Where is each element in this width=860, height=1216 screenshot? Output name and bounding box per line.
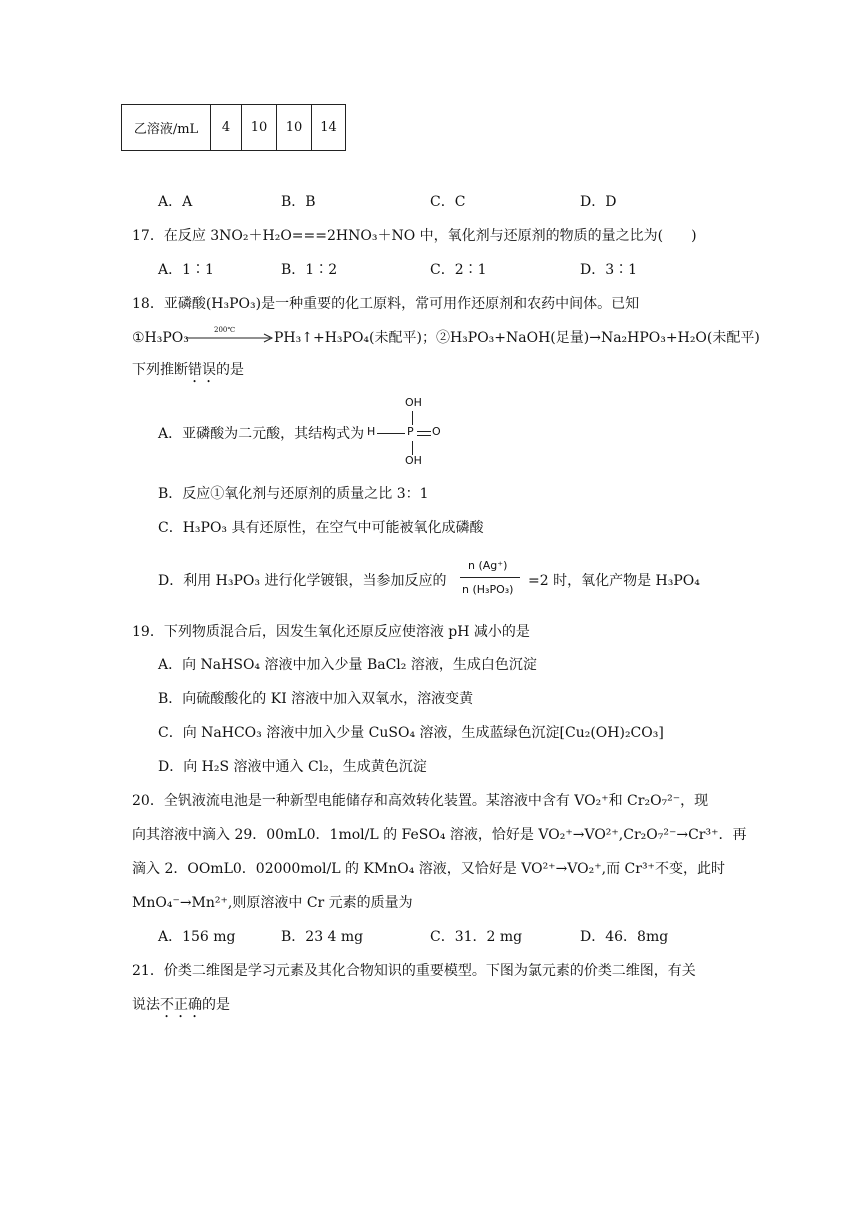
structural-formula [367,394,447,470]
q17-stem: 17．在反应 3NO₂＋H₂O===2HNO₃＋NO 中，氧化剂与还原剂的物质的量之比为( ) [132,228,697,244]
q18-option-b: B．反应①氧化剂与还原剂的质量之比 3：1 [158,486,429,502]
struct-double-bond-2 [417,435,431,436]
struct-double-bond-1 [417,431,431,432]
q18-line3 [132,360,244,386]
q20-line-2: 向其溶液中滴入 29．00mL0．1mol/L 的 FeSO₄ 溶液，恰好是 VO₂⁺→VO²⁺,Cr₂O₇²⁻→Cr³⁺．再 [132,827,747,843]
q16-option-b: B．B [281,194,316,210]
q20-option-a: A．156 mg [158,929,236,945]
q17-option-c: C．2∶1 [430,262,487,278]
reaction-condition: 200℃ [214,326,236,334]
q18-option-d-post: =2 时，氧化产物是 H₃PO₄ [528,573,700,589]
q19-option-d: D．向 H₂S 溶液中通入 Cl₂，生成黄色沉淀 [158,759,427,775]
data-table [121,104,346,151]
q18-emphasis-word: 错误 [188,362,216,378]
q21-line-1: 21．价类二维图是学习元素及其化合物知识的重要模型。下图为氯元素的价类二维图，有关 [132,963,696,979]
q20-line-4: MnO₄⁻→Mn²⁺,则原溶液中 Cr 元素的质量为 [132,895,413,911]
table-cell: 10 [277,105,312,151]
reaction-arrow-icon [186,333,274,343]
table-row [122,105,346,151]
q19-stem: 19．下列物质混合后，因发生氧化还原反应使溶液 pH 减小的是 [132,624,530,640]
q19-option-c: C．向 NaHCO₃ 溶液中加入少量 CuSO₄ 溶液，生成蓝绿色沉淀[Cu₂(OH)₂CO₃] [158,725,664,741]
q19-option-b: B．向硫酸酸化的 KI 溶液中加入双氧水，溶液变黄 [158,691,474,707]
table-cell: 10 [242,105,277,151]
struct-bond-bottom [412,441,413,455]
q20-line-1: 20．全钒液流电池是一种新型电能储存和高效转化装置。某溶液中含有 VO₂⁺和 Cr₂O₇²⁻，现 [132,793,709,809]
q19-option-a: A．向 NaHSO₄ 溶液中加入少量 BaCl₂ 溶液，生成白色沉淀 [158,657,537,673]
q21-line2-post: 的是 [202,997,230,1013]
fraction-bar [460,577,520,578]
q18-line3-pre: 下列推断 [132,362,188,378]
struct-h: H [367,425,376,438]
q18-option-a: A．亚磷酸为二元酸，其结构式为 [158,426,365,442]
q20-option-b: B．23 4 mg [281,929,364,945]
q21-line2-pre: 说法 [132,997,160,1013]
fraction-denominator: n (H₃PO₃) [462,583,514,596]
q18-option-d-pre: D．利用 H₃PO₃ 进行化学镀银，当参加反应的 [158,573,447,589]
struct-bond-top [412,411,413,425]
struct-bond-h [377,433,405,434]
q20-line-3: 滴入 2．OOmL0．02000mol/L 的 KMnO₄ 溶液，又恰好是 VO²⁺→VO₂⁺,而 Cr³⁺不变，此时 [132,861,725,877]
q20-option-d: D．46．8mg [580,929,669,945]
q21-line-2 [132,995,230,1021]
q17-option-b: B．1∶2 [281,262,338,278]
q16-option-d: D．D [580,194,617,210]
q21-emphasis-word: 不正确 [160,997,202,1013]
q18-known1-products: PH₃↑+H₃PO₄(未配平)；②H₃PO₃+NaOH(足量)→Na₂HPO₃+H₂O(未配平) [274,330,760,346]
q18-stem: 18．亚磷酸(H₃PO₃)是一种重要的化工原料，常可用作还原剂和农药中间体。已知 [132,296,640,312]
q18-option-c: C．H₃PO₃ 具有还原性，在空气中可能被氧化成磷酸 [158,520,484,536]
q18-known1-reactant: ①H₃PO₃ [132,330,189,346]
struct-o: O [432,425,441,438]
table-cell: 14 [312,105,346,151]
fraction-numerator: n (Ag⁺) [468,559,508,572]
q16-option-c: C．C [430,194,466,210]
q20-option-c: C．31．2 mg [430,929,523,945]
q17-option-a: A．1∶1 [158,262,214,278]
q17-option-d: D．3∶1 [580,262,638,278]
struct-p: P [407,425,414,438]
struct-oh-bottom: OH [405,454,422,467]
table-cell: 4 [211,105,242,151]
table-row-label: 乙溶液/mL [122,105,211,151]
q16-option-a: A．A [158,194,193,210]
struct-oh-top: OH [405,396,422,409]
q18-line3-post: 的是 [216,362,244,378]
